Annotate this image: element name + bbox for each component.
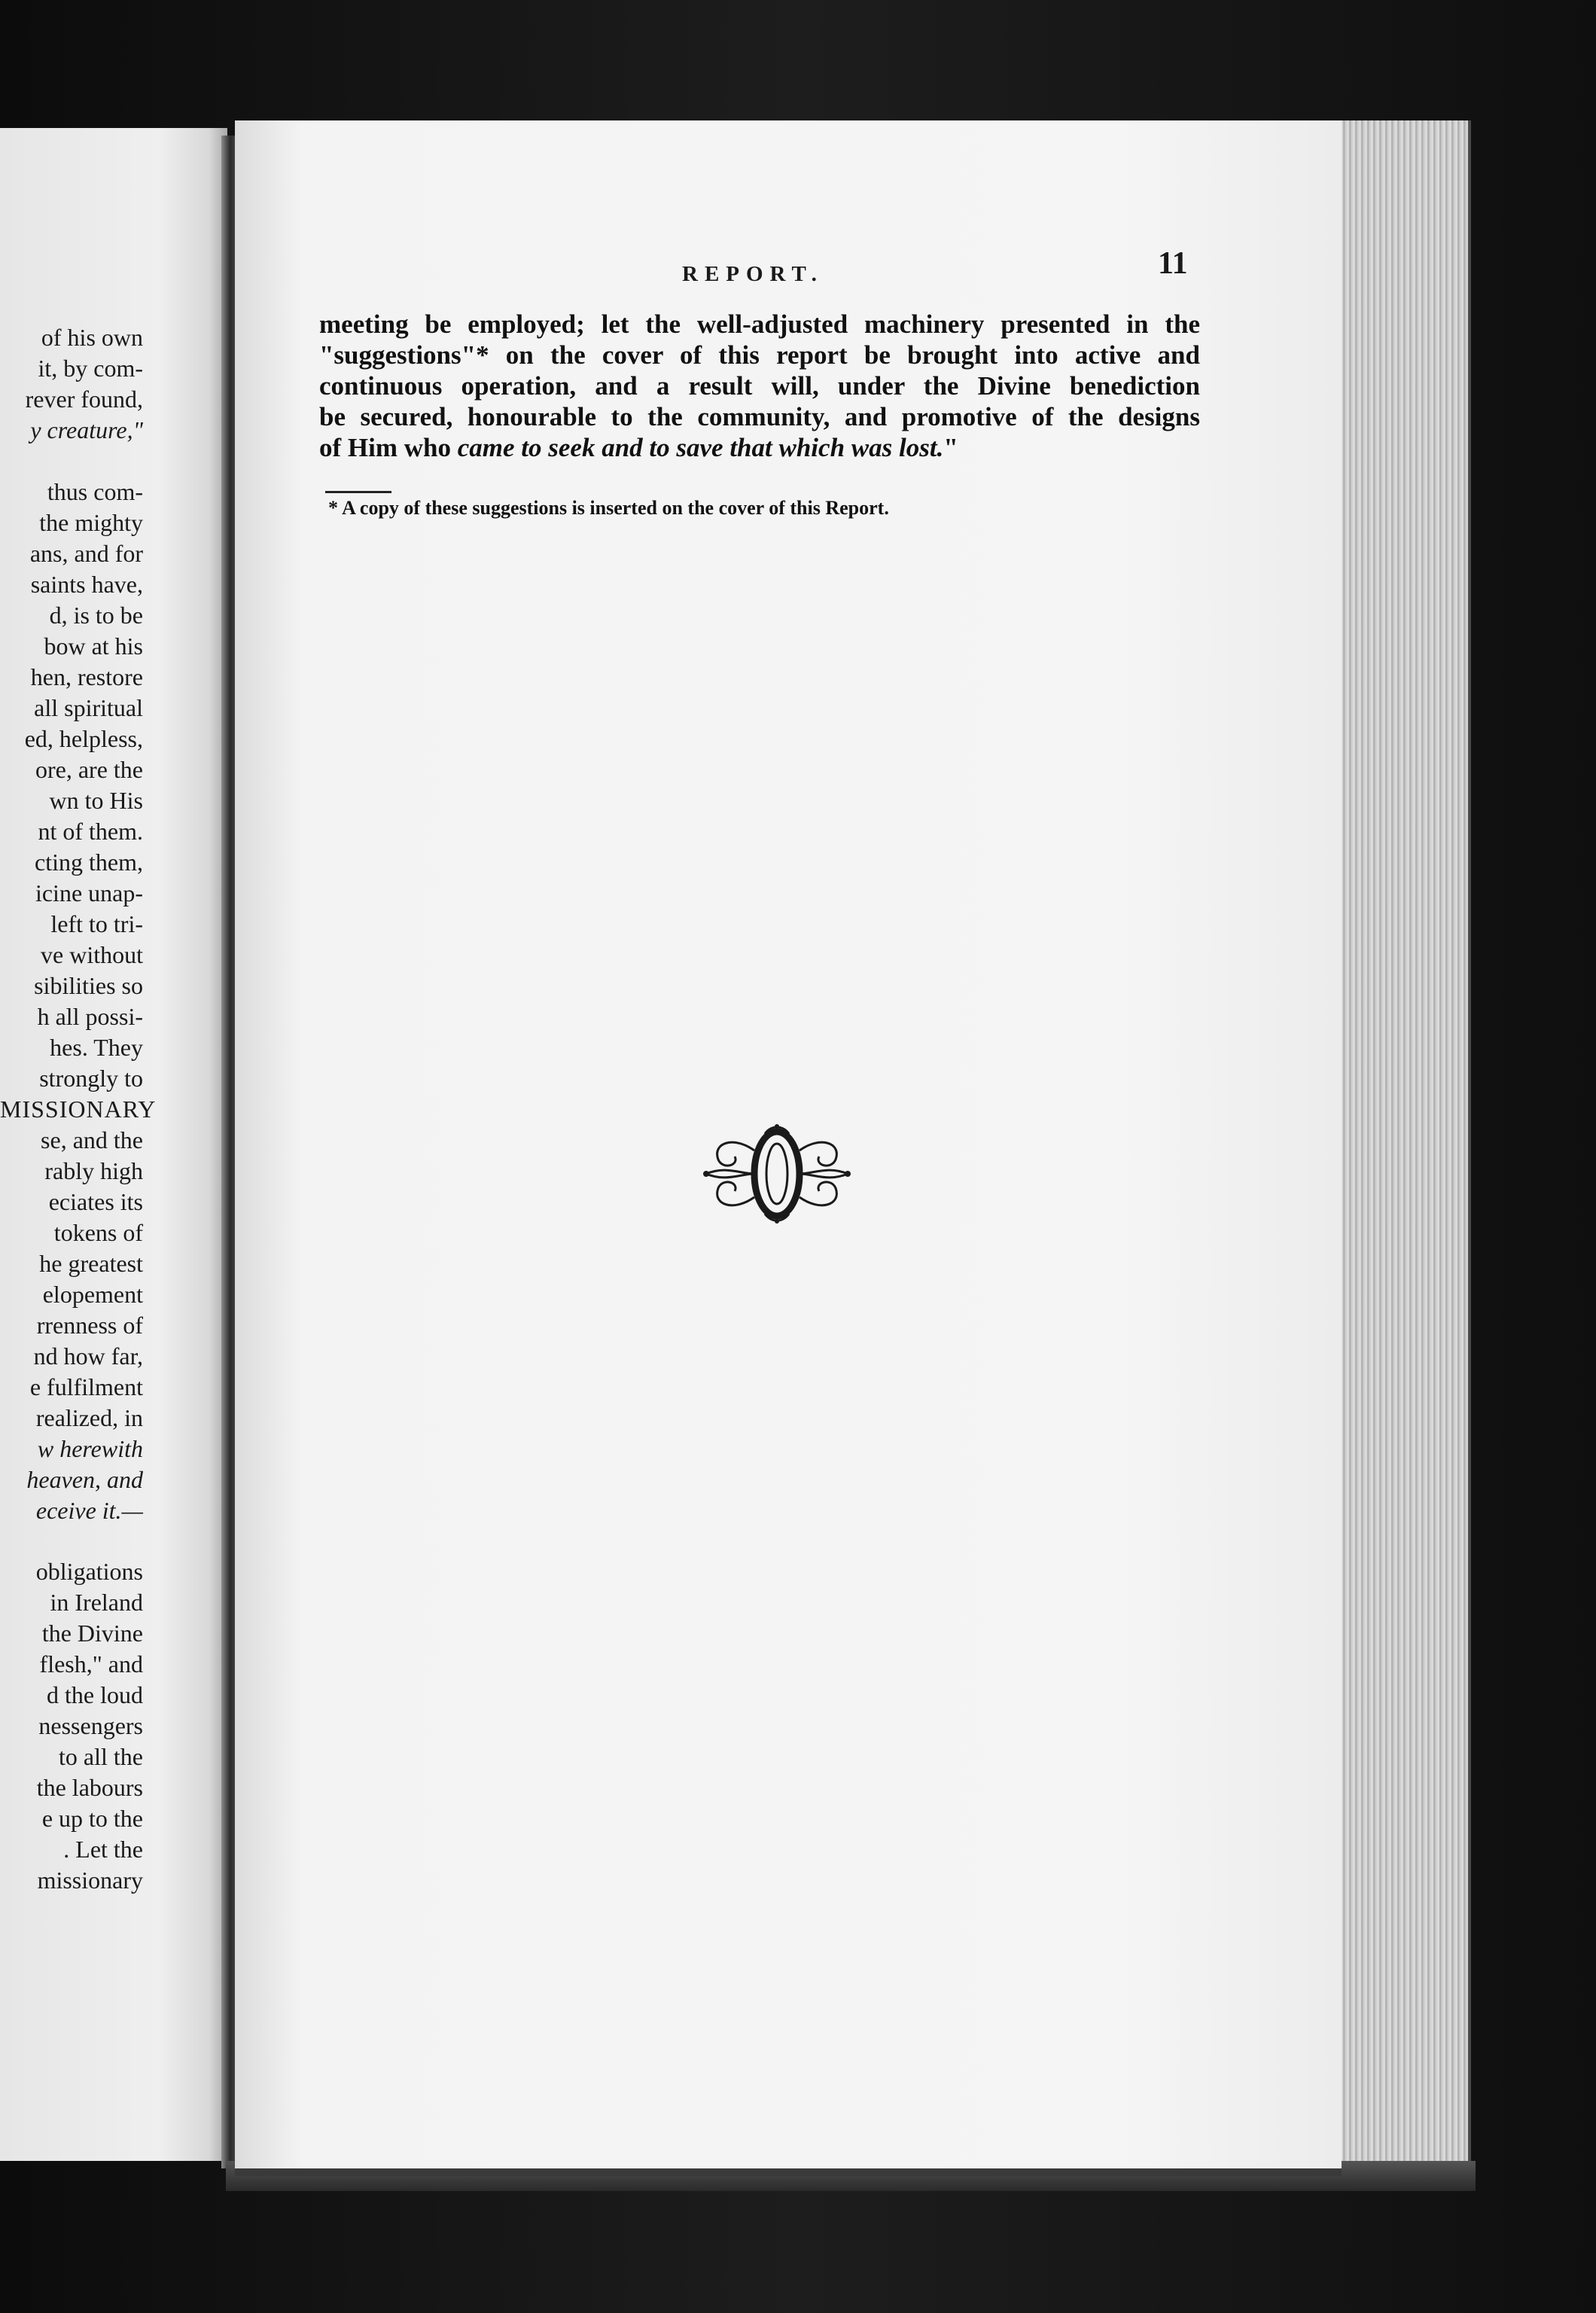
left-line: wn to His <box>49 787 143 814</box>
left-line: sibilities so <box>34 972 143 999</box>
left-line: bow at his <box>44 632 143 660</box>
left-line: h all possi- <box>37 1003 143 1030</box>
left-line: left to tri- <box>50 910 143 937</box>
left-line: it, by com- <box>38 355 143 382</box>
left-line: nd how far, <box>33 1342 143 1370</box>
left-line-gap <box>0 446 143 477</box>
left-line: strongly to <box>39 1065 143 1092</box>
left-line: flesh," and <box>39 1650 143 1678</box>
left-line: obligations <box>35 1558 143 1585</box>
page-number: 11 <box>1158 246 1188 281</box>
left-line: d the loud <box>47 1681 143 1708</box>
left-line: rrenness of <box>36 1312 143 1339</box>
left-line: se, and the <box>41 1126 143 1153</box>
left-line: ed, helpless, <box>24 725 143 752</box>
left-line: eciates its <box>48 1188 143 1215</box>
left-line: in Ireland <box>50 1589 143 1616</box>
left-line: y creature," <box>30 416 143 443</box>
left-line: nessengers <box>38 1712 143 1739</box>
left-line: the labours <box>36 1774 143 1801</box>
paragraph-line: meeting be employed; let the well-adjusted machinery presented in the <box>319 309 1200 339</box>
running-head: REPORT. <box>682 262 824 286</box>
left-line: ve without <box>41 941 143 968</box>
footnote-rule <box>325 491 391 493</box>
left-line-gap <box>0 1526 143 1556</box>
left-line: thus com- <box>47 478 143 505</box>
paragraph-line: be secured, honourable to the community, and promotive of the designs <box>319 402 1200 431</box>
left-line: of his own <box>41 324 143 351</box>
left-line: he greatest <box>39 1250 143 1277</box>
left-line: heaven, and <box>26 1466 143 1493</box>
left-line: e fulfilment <box>29 1373 143 1400</box>
left-line: icine unap- <box>35 879 143 907</box>
left-line: MISSIONARY <box>0 1096 157 1123</box>
last-line-plain: of Him who <box>319 433 458 462</box>
paragraph-last-line <box>319 432 1200 463</box>
left-line: hen, restore <box>30 663 143 690</box>
last-line-italic: came to seek and to save that which was lost. <box>457 433 944 462</box>
footnote: * A copy of these suggestions is inserted on the cover of this Report. <box>328 497 889 519</box>
left-line: rever found, <box>25 386 143 413</box>
left-line: to all the <box>59 1743 143 1770</box>
left-line: rably high <box>44 1157 143 1184</box>
left-line: tokens of <box>53 1219 143 1246</box>
left-page-text <box>0 322 157 1896</box>
paragraph-line: "suggestions"* on the cover of this report be brought into active and <box>319 340 1200 370</box>
left-line: missionary <box>37 1867 143 1894</box>
left-line: ans, and for <box>29 540 143 567</box>
left-line: nt of them. <box>38 818 143 845</box>
left-line: e up to the <box>41 1805 143 1832</box>
left-line: saints have, <box>30 571 143 598</box>
left-line: the mighty <box>39 509 143 536</box>
decorative-monogram-ornament-icon <box>696 1120 858 1227</box>
left-page <box>0 128 227 2161</box>
left-line: ore, are the <box>35 756 143 783</box>
left-line: . Let the <box>63 1836 143 1863</box>
left-line: w herewith <box>37 1435 143 1462</box>
left-line: the Divine <box>41 1620 143 1647</box>
closing-quote: " <box>943 433 958 462</box>
report-paragraph <box>319 309 1200 463</box>
left-line: d, is to be <box>49 602 143 629</box>
left-line: realized, in <box>35 1404 143 1431</box>
left-line: elopement <box>42 1281 143 1308</box>
left-line: all spiritual <box>34 694 143 721</box>
paragraph-line: continuous operation, and a result will, under the Divine benediction <box>319 371 1200 401</box>
left-line: eceive it.— <box>35 1497 143 1524</box>
left-line: hes. They <box>50 1034 143 1061</box>
left-line: cting them, <box>35 849 143 876</box>
